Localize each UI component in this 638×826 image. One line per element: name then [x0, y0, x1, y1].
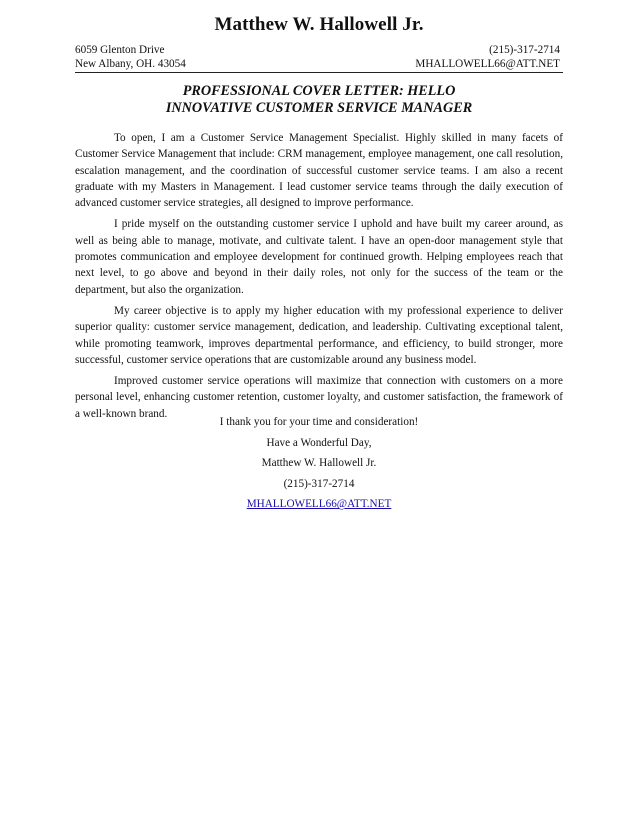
closing-salutation: Have a Wonderful Day,: [266, 436, 372, 449]
letter-title-line-1: PROFESSIONAL COVER LETTER: HELLO: [182, 83, 456, 99]
contact-row-1: [75, 43, 560, 57]
closing-email-link[interactable]: MHALLOWELL66@ATT.NET: [246, 498, 392, 511]
closing-signature: Matthew W. Hallowell Jr.: [261, 457, 377, 470]
letter-body: [75, 130, 563, 427]
address-line-1: 6059 Glenton Drive: [75, 44, 165, 56]
closing-phone: (215)-317-2714: [283, 477, 355, 490]
letter-closing: [0, 415, 638, 518]
address-line-2: New Albany, OH. 43054: [75, 58, 186, 70]
body-paragraph-3: My career objective is to apply my higher education with my professional experience to deliver superior quality: customer service management, dedication, and leadership. Cultivating exceptional talent, while promoting teamwork, improves departmental performance, and efficiency, to build stronger, more successful, customer service operations that are customizable around any business model.: [75, 304, 563, 366]
applicant-name: Matthew W. Hallowell Jr.: [214, 14, 424, 35]
body-paragraph-4: Improved customer service operations will maximize that connection with customers on a more personal level, enhancing customer retention, customer loyalty, and customer satisfaction, the framework of a well-known brand.: [75, 375, 563, 420]
body-paragraph-2: I pride myself on the outstanding customer service I uphold and have built my career around, as well as being able to manage, motivate, and cultivate talent. I have an open-door management style that promotes communication and employee development for continued growth. Helping employees reach that next level, to go above and beyond in their daily roles, not only for the success of the team or the department, but also the organization.: [75, 218, 563, 296]
letter-title-line-2: INNOVATIVE CUSTOMER SERVICE MANAGER: [165, 100, 473, 116]
contact-row-2: [75, 57, 560, 71]
header-email: MHALLOWELL66@ATT.NET: [415, 58, 560, 70]
header-divider: [75, 72, 563, 73]
closing-thanks: I thank you for your time and consideration!: [219, 416, 419, 428]
header-phone: (215)-317-2714: [489, 44, 560, 56]
body-paragraph-1: To open, I am a Customer Service Management Specialist. Highly skilled in many facets of Customer Service Management that include: CRM management, employee management, one call resolution, escalation management, and the coordination of successful customer service teams. I am also a recent graduate with my Masters in Management. I lead customer service teams through the daily execution of advanced customer service strategies, all designed to improve performance.: [75, 132, 563, 210]
